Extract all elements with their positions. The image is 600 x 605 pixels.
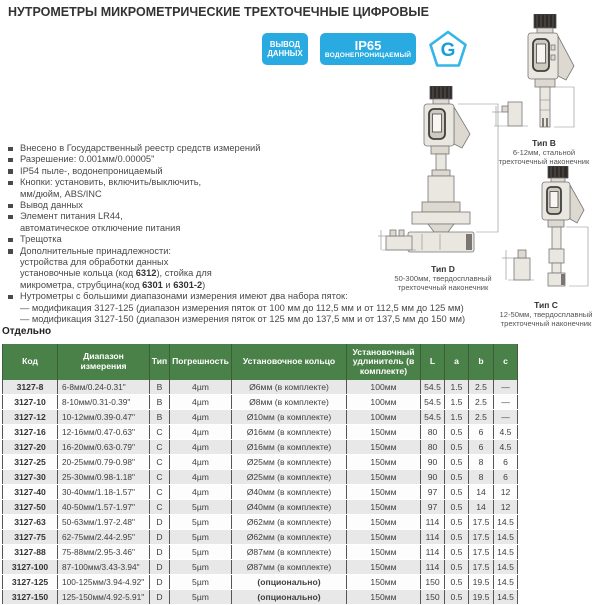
cell-extension: 150мм — [347, 500, 421, 515]
cell-a: 0.5 — [445, 485, 469, 500]
cell-range: 100-125мм/3.94-4.92" — [58, 575, 150, 590]
cell-accuracy: 5µm — [170, 500, 232, 515]
feature-line: установочные кольца (код 6312), стойка для — [20, 268, 212, 279]
cell-range: 87-100мм/3.43-3.94" — [58, 560, 150, 575]
spec-table — [2, 344, 518, 605]
cell-type: C — [150, 425, 170, 440]
feature-line: IP54 пыле-, водонепроницаемый — [8, 166, 486, 177]
table-row — [3, 590, 518, 605]
cell-extension: 100мм — [347, 395, 421, 410]
cell-a: 0.5 — [445, 545, 469, 560]
cell-c: 12 — [494, 500, 518, 515]
cell-range: 20-25мм/0.79-0.98" — [58, 455, 150, 470]
cell-accuracy: 5µm — [170, 590, 232, 605]
table-row — [3, 380, 518, 395]
cell-a: 0.5 — [445, 560, 469, 575]
type-c-label: Тип C — [534, 300, 558, 310]
cell-setting-ring: Ø8мм (в комплекте) — [232, 395, 347, 410]
cell-l: 97 — [421, 500, 445, 515]
cell-a: 0.5 — [445, 470, 469, 485]
cell-setting-ring: Ø87мм (в комплекте) — [232, 545, 347, 560]
cell-c: 6 — [494, 455, 518, 470]
cell-type: C — [150, 485, 170, 500]
cell-b: 6 — [469, 440, 494, 455]
column-header: Тип — [150, 344, 170, 380]
cell-extension: 150мм — [347, 590, 421, 605]
table-row — [3, 545, 518, 560]
cell-type: C — [150, 500, 170, 515]
feature-item — [8, 291, 486, 325]
cell-setting-ring: Ø87мм (в комплекте) — [232, 560, 347, 575]
cell-a: 0.5 — [445, 500, 469, 515]
cell-extension: 150мм — [347, 440, 421, 455]
column-header: a — [445, 344, 469, 380]
cell-code: 3127-100 — [3, 560, 58, 575]
cell-c: 14.5 — [494, 575, 518, 590]
cell-code: 3127-150 — [3, 590, 58, 605]
cell-c: 14.5 — [494, 545, 518, 560]
type-b-label: Тип B — [532, 138, 556, 148]
cell-l: 80 — [421, 425, 445, 440]
cell-extension: 150мм — [347, 425, 421, 440]
feature-line: микрометра, струбцина(код 6301 и 6301-2) — [20, 279, 206, 290]
cell-a: 1.5 — [445, 395, 469, 410]
cell-c: 4.5 — [494, 425, 518, 440]
table-row — [3, 560, 518, 575]
table-row — [3, 455, 518, 470]
cell-range: 25-30мм/0.98-1.18" — [58, 470, 150, 485]
data-output-badge: ВЫВОД ДАННЫХ — [262, 33, 308, 65]
cell-type: B — [150, 380, 170, 395]
table-row — [3, 575, 518, 590]
cell-b: 14 — [469, 500, 494, 515]
cell-b: 8 — [469, 470, 494, 485]
cell-extension: 150мм — [347, 575, 421, 590]
cell-range: 30-40мм/1.18-1.57" — [58, 485, 150, 500]
feature-line: — модификация 3127-150 (диапазон измерения пяток от 125 мм до 137,5 мм и от 137,5 мм до 150 мм) — [20, 314, 466, 325]
cell-accuracy: 4µm — [170, 470, 232, 485]
cell-accuracy: 5µm — [170, 560, 232, 575]
cell-code: 3127-10 — [3, 395, 58, 410]
cell-range: 40-50мм/1.57-1.97" — [58, 500, 150, 515]
cell-extension: 150мм — [347, 560, 421, 575]
cell-setting-ring: (опционально) — [232, 575, 347, 590]
table-row — [3, 515, 518, 530]
bore-gauge-drawing-type-c — [492, 166, 600, 294]
diagram-type-c — [492, 166, 600, 329]
cell-code: 3127-75 — [3, 530, 58, 545]
cell-type: B — [150, 410, 170, 425]
cell-setting-ring: (опционально) — [232, 590, 347, 605]
cell-accuracy: 4µm — [170, 455, 232, 470]
cell-code: 3127-25 — [3, 455, 58, 470]
cell-b: 8 — [469, 455, 494, 470]
cell-range: 125-150мм/4.92-5.91" — [58, 590, 150, 605]
cell-extension: 150мм — [347, 515, 421, 530]
cell-type: C — [150, 455, 170, 470]
cell-c: 4.5 — [494, 440, 518, 455]
page-title: НУТРОМЕТРЫ МИКРОМЕТРИЧЕСКИЕ ТРЕХТОЧЕЧНЫЕ ЦИФРОВЫЕ — [8, 5, 429, 19]
cell-a: 0.5 — [445, 515, 469, 530]
cell-setting-ring: Ø10мм (в комплекте) — [232, 410, 347, 425]
cell-range: 12-16мм/0.47-0.63" — [58, 425, 150, 440]
cell-a: 0.5 — [445, 575, 469, 590]
cell-a: 0.5 — [445, 530, 469, 545]
bore-gauge-drawing-type-d — [378, 86, 508, 258]
table-row — [3, 395, 518, 410]
cell-type: D — [150, 575, 170, 590]
cell-type: D — [150, 545, 170, 560]
cell-code: 3127-50 — [3, 500, 58, 515]
cell-setting-ring: Ø40мм (в комплекте) — [232, 500, 347, 515]
ip65-label: IP65 — [354, 37, 382, 53]
cell-l: 80 — [421, 440, 445, 455]
cell-l: 114 — [421, 545, 445, 560]
cell-b: 17.5 — [469, 560, 494, 575]
cell-type: C — [150, 470, 170, 485]
cell-c: 12 — [494, 485, 518, 500]
cell-b: 14 — [469, 485, 494, 500]
cell-setting-ring: Ø25мм (в комплекте) — [232, 470, 347, 485]
cell-code: 3127-12 — [3, 410, 58, 425]
cell-a: 0.5 — [445, 455, 469, 470]
cell-accuracy: 4µm — [170, 425, 232, 440]
cell-type: B — [150, 395, 170, 410]
table-row — [3, 500, 518, 515]
table-row — [3, 440, 518, 455]
cell-type: D — [150, 530, 170, 545]
cell-b: 19.5 — [469, 590, 494, 605]
cell-setting-ring: Ø62мм (в комплекте) — [232, 515, 347, 530]
cell-code: 3127-16 — [3, 425, 58, 440]
type-d-label: Тип D — [431, 264, 455, 274]
cell-b: 19.5 — [469, 575, 494, 590]
cell-b: 17.5 — [469, 530, 494, 545]
table-row — [3, 425, 518, 440]
diagram-type-d — [378, 86, 508, 293]
cell-extension: 100мм — [347, 410, 421, 425]
cell-a: 1.5 — [445, 410, 469, 425]
feature-line: Нутрометры с большими диапазонами измерения имеют два набора пяток: — [8, 291, 486, 302]
cell-code: 3127-40 — [3, 485, 58, 500]
type-b-desc: 6-12мм, стальной трехточечный наконечник — [498, 148, 590, 167]
feature-line: мм/дюйм, ABS/INC — [20, 188, 102, 199]
cell-type: D — [150, 515, 170, 530]
table-row — [3, 530, 518, 545]
cell-type: D — [150, 560, 170, 575]
cell-accuracy: 4µm — [170, 410, 232, 425]
cell-c: 14.5 — [494, 590, 518, 605]
cell-accuracy: 4µm — [170, 485, 232, 500]
feature-line: автоматическое отключение питания — [20, 222, 181, 233]
cell-accuracy: 4µm — [170, 380, 232, 395]
cell-range: 50-63мм/1.97-2.48" — [58, 515, 150, 530]
cell-accuracy: 5µm — [170, 515, 232, 530]
cell-setting-ring: Ø40мм (в комплекте) — [232, 485, 347, 500]
cell-code: 3127-88 — [3, 545, 58, 560]
feature-line: устройства для обработки данных — [20, 257, 169, 268]
cell-l: 54.5 — [421, 410, 445, 425]
cell-range: 6-8мм/0.24-0.31" — [58, 380, 150, 395]
cell-range: 62-75мм/2.44-2.95" — [58, 530, 150, 545]
table-row — [3, 485, 518, 500]
cell-c: — — [494, 395, 518, 410]
table-row — [3, 410, 518, 425]
cell-extension: 150мм — [347, 530, 421, 545]
cell-code: 3127-63 — [3, 515, 58, 530]
cell-b: 2.5 — [469, 380, 494, 395]
cell-accuracy: 5µm — [170, 575, 232, 590]
feature-line: Кнопки: установить, включить/выключить, — [8, 177, 486, 188]
cell-l: 150 — [421, 575, 445, 590]
feature-line: — модификация 3127-125 (диапазон измерения пяток от 100 мм до 112,5 мм и от 112,5 мм до 125 мм) — [20, 302, 464, 313]
cell-code: 3127-125 — [3, 575, 58, 590]
feature-line: Разрешение: 0.001мм/0.00005" — [8, 154, 486, 165]
cell-c: 6 — [494, 470, 518, 485]
type-d-desc: 50-300мм, твердосплавный трехточечный наконечник — [394, 274, 492, 293]
ip65-sublabel: ВОДОНЕПРОНИЦАЕМЫЙ — [324, 52, 412, 60]
cell-l: 114 — [421, 530, 445, 545]
type-c-desc: 12-50мм, твердосплавный трехточечный наконечник — [499, 310, 593, 329]
cell-l: 54.5 — [421, 395, 445, 410]
cell-l: 97 — [421, 485, 445, 500]
cell-l: 114 — [421, 560, 445, 575]
cell-range: 8-10мм/0.31-0.39" — [58, 395, 150, 410]
cell-setting-ring: Ø6мм (в комплекте) — [232, 380, 347, 395]
cell-b: 17.5 — [469, 515, 494, 530]
feature-line: Элемент питания LR44, — [8, 211, 486, 222]
column-header: Установочный удлинитель (в комплекте) — [347, 344, 421, 380]
cell-l: 54.5 — [421, 380, 445, 395]
cell-type: C — [150, 440, 170, 455]
cell-extension: 150мм — [347, 470, 421, 485]
type-approval-mark-icon — [428, 30, 468, 68]
column-header: b — [469, 344, 494, 380]
ip65-badge — [320, 33, 416, 65]
cell-c: 14.5 — [494, 560, 518, 575]
svg-text:G: G — [440, 40, 456, 61]
cell-b: 2.5 — [469, 410, 494, 425]
column-header: Установочное кольцо — [232, 344, 347, 380]
cell-accuracy: 5µm — [170, 545, 232, 560]
cell-type: D — [150, 590, 170, 605]
cell-range: 16-20мм/0.63-0.79" — [58, 440, 150, 455]
cell-extension: 150мм — [347, 455, 421, 470]
cell-accuracy: 4µm — [170, 395, 232, 410]
cell-c: 14.5 — [494, 515, 518, 530]
cell-range: 10-12мм/0.39-0.47" — [58, 410, 150, 425]
feature-line: Внесено в Государственный реестр средств измерений — [8, 143, 486, 154]
cell-b: 2.5 — [469, 395, 494, 410]
section-label: Отдельно — [2, 326, 52, 337]
cell-extension: 150мм — [347, 545, 421, 560]
badges-row — [262, 30, 468, 68]
cell-c: 14.5 — [494, 530, 518, 545]
cell-a: 0.5 — [445, 590, 469, 605]
cell-extension: 100мм — [347, 380, 421, 395]
cell-b: 17.5 — [469, 545, 494, 560]
cell-code: 3127-8 — [3, 380, 58, 395]
cell-accuracy: 4µm — [170, 440, 232, 455]
feature-line: Трещотка — [8, 234, 486, 245]
column-header: c — [494, 344, 518, 380]
cell-setting-ring: Ø16мм (в комплекте) — [232, 425, 347, 440]
column-header: Код — [3, 344, 58, 380]
cell-l: 90 — [421, 470, 445, 485]
cell-c: — — [494, 380, 518, 395]
cell-a: 0.5 — [445, 425, 469, 440]
feature-line: Дополнительные принадлежности: — [8, 246, 486, 257]
column-header: L — [421, 344, 445, 380]
cell-setting-ring: Ø62мм (в комплекте) — [232, 530, 347, 545]
cell-extension: 150мм — [347, 485, 421, 500]
cell-code: 3127-20 — [3, 440, 58, 455]
cell-a: 1.5 — [445, 380, 469, 395]
feature-line: Вывод данных — [8, 200, 486, 211]
spec-table-header — [3, 344, 518, 380]
cell-l: 90 — [421, 455, 445, 470]
column-header: Диапазон измерения — [58, 344, 150, 380]
cell-l: 150 — [421, 590, 445, 605]
table-row — [3, 470, 518, 485]
column-header: Погрешность — [170, 344, 232, 380]
cell-setting-ring: Ø25мм (в комплекте) — [232, 455, 347, 470]
cell-code: 3127-30 — [3, 470, 58, 485]
cell-a: 0.5 — [445, 440, 469, 455]
cell-range: 75-88мм/2.95-3.46" — [58, 545, 150, 560]
cell-c: — — [494, 410, 518, 425]
cell-setting-ring: Ø16мм (в комплекте) — [232, 440, 347, 455]
cell-accuracy: 5µm — [170, 530, 232, 545]
cell-l: 114 — [421, 515, 445, 530]
cell-b: 6 — [469, 425, 494, 440]
